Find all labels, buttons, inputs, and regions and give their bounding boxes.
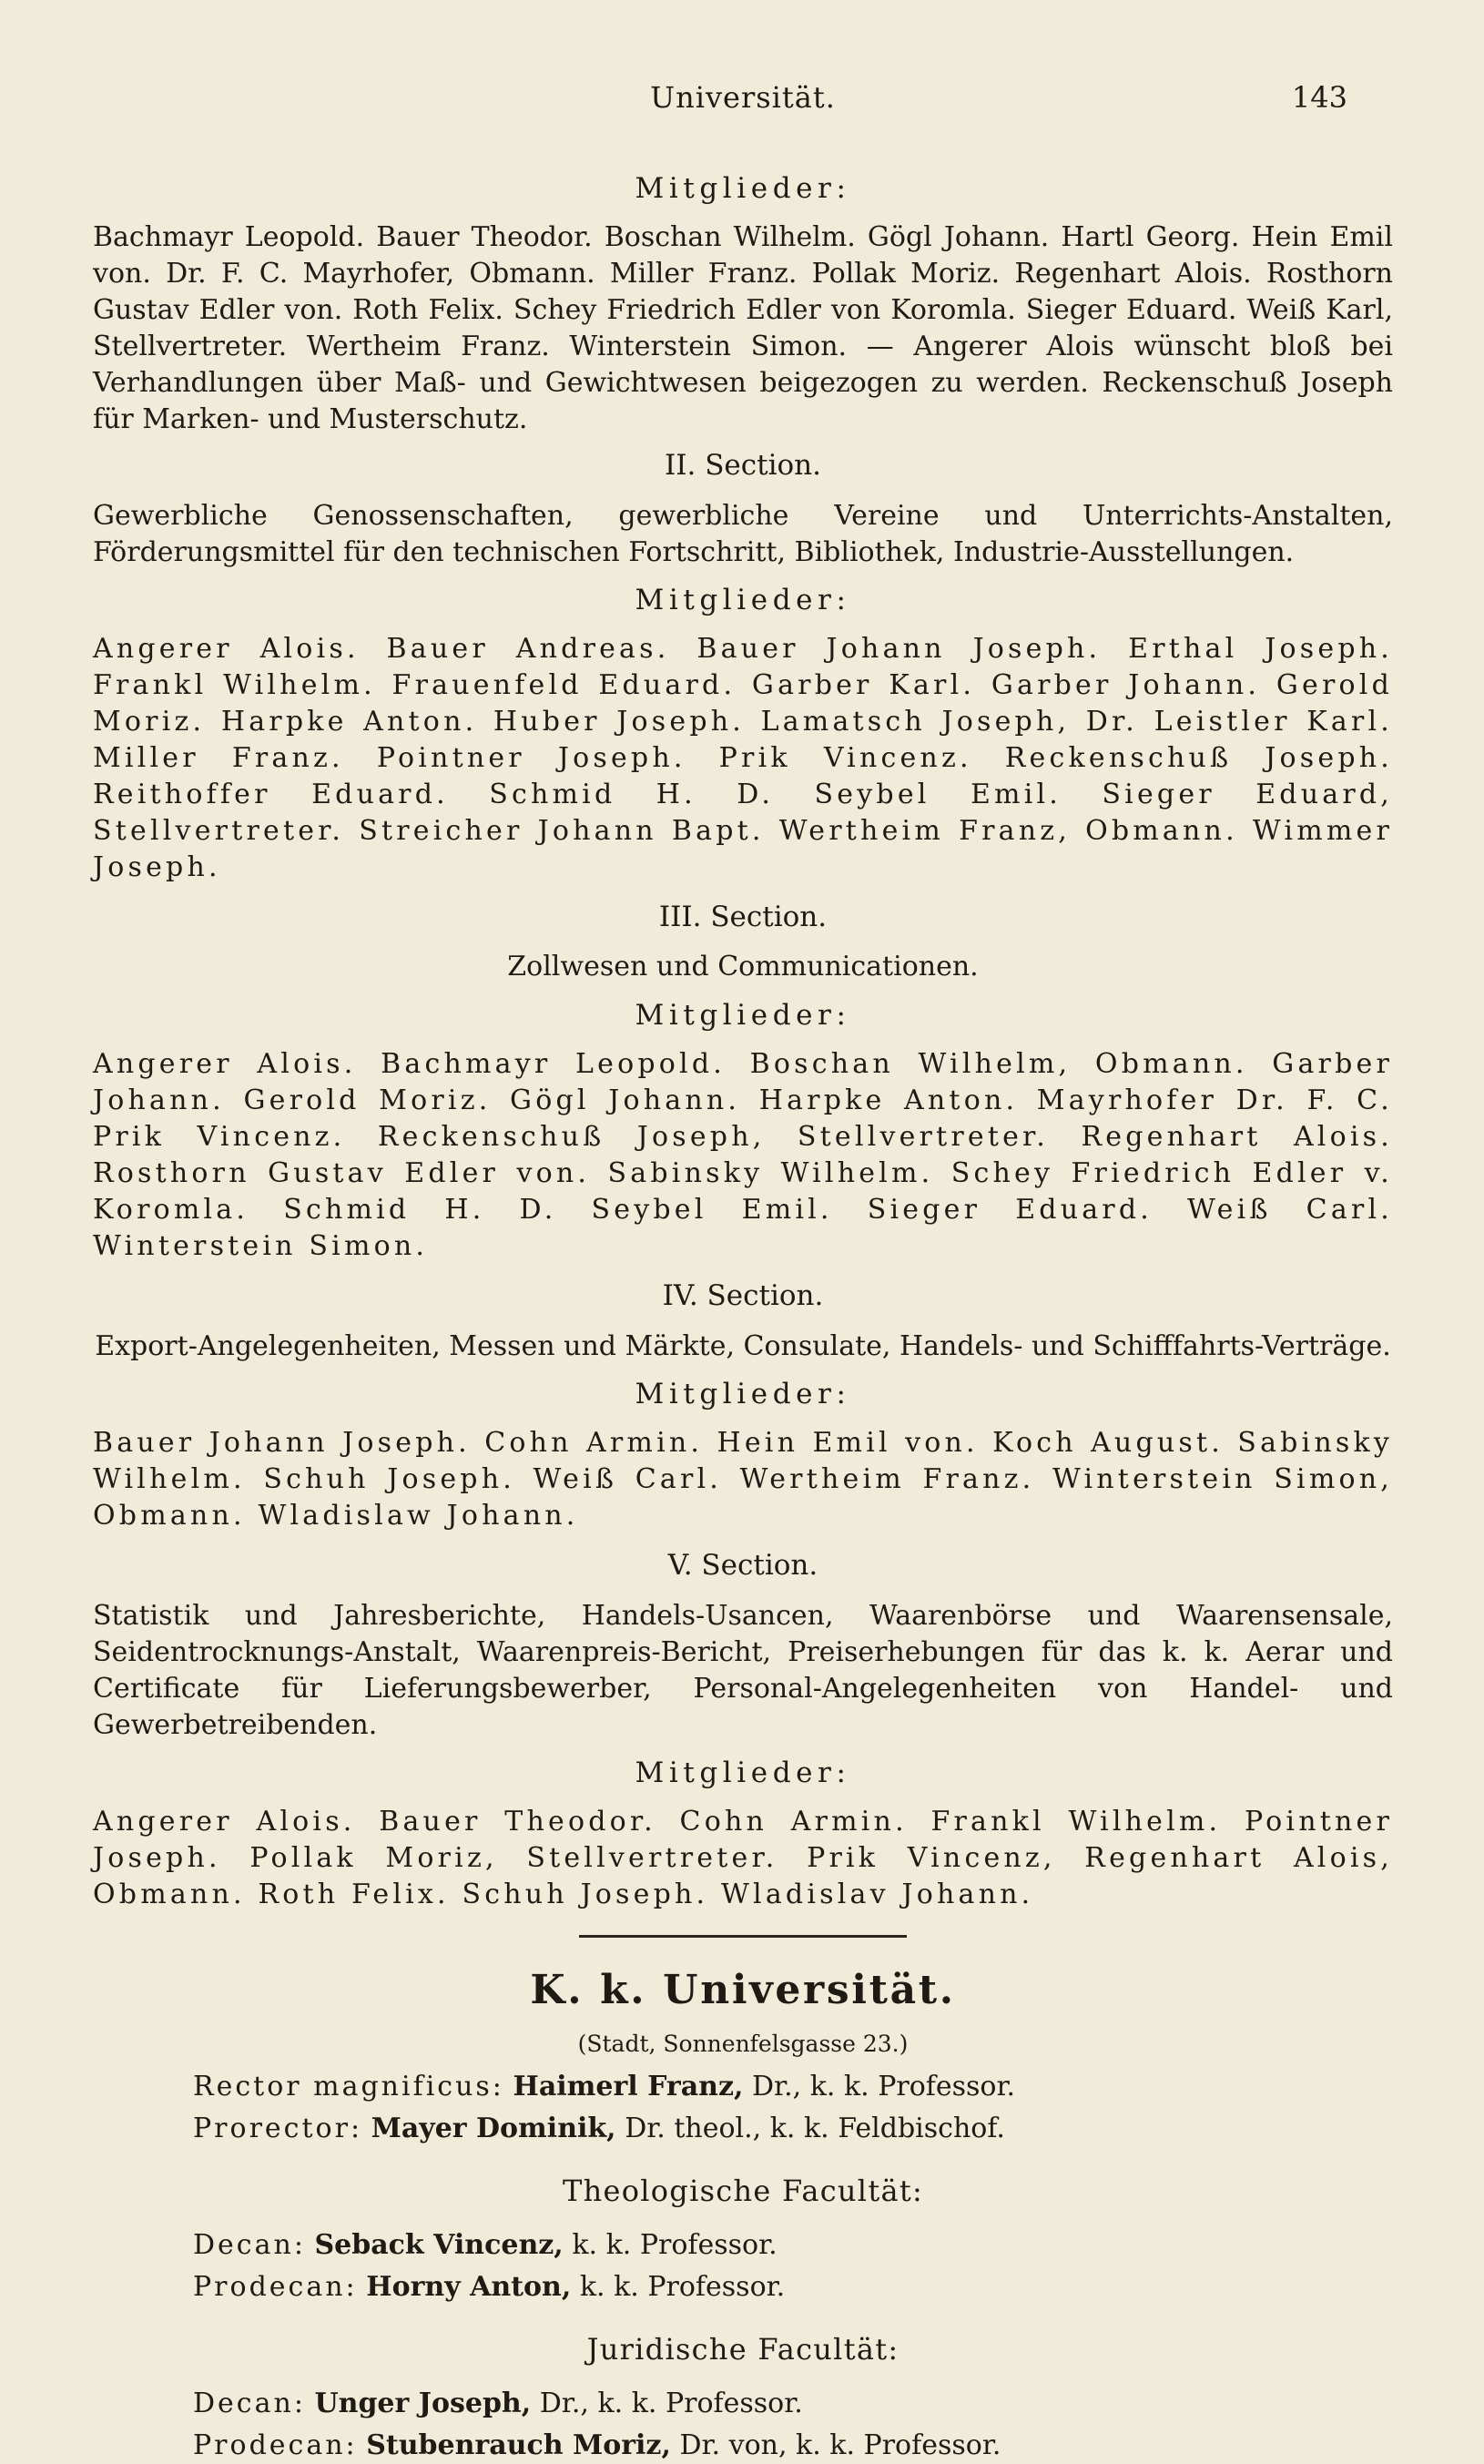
page-header bbox=[93, 80, 1393, 117]
members-heading: Mitglieder: bbox=[635, 999, 851, 1032]
members-heading: Mitglieder: bbox=[635, 172, 851, 205]
section-heading: IV. Section. bbox=[662, 1279, 824, 1312]
decan-line bbox=[93, 2227, 1393, 2264]
section-topic: Gewerbliche Genossenschaften, gewerbliche Vereine und Unterrichts-Anstalten, Förderungsmittel für den technischen Fortschritt, Bibliothek, Industrie-Ausstellungen. bbox=[93, 500, 1393, 568]
prorector-line bbox=[93, 2111, 1393, 2147]
prodecan-line bbox=[93, 2269, 1393, 2306]
members-heading: Mitglieder: bbox=[635, 584, 851, 616]
university-address: (Stadt, Sonnenfelsgasse 23.) bbox=[577, 2031, 909, 2057]
members-list: Angerer Alois. Bachmayr Leopold. Boschan Wilhelm, Obmann. Garber Johann. Gerold Moriz. Gögl Johann. Harpke Anton. Mayrhofer Dr. F. C. Prik Vincenz. Reckenschuß Joseph, Stellvertreter. Regenhart Alois. Rosthorn Gustav Edler von. Sabinsky Wilhelm. Schey Friedrich Edler v. Koromla. Schmid H. D. Seybel Emil. Sieger Eduard. Weiß Carl. Winterstein Simon. bbox=[93, 1048, 1393, 1262]
rector-title: Dr., k. k. Professor. bbox=[751, 2071, 1016, 2103]
university-title: K. k. Universität. bbox=[530, 1967, 956, 2013]
prodecan-label: Prodecan: bbox=[193, 2271, 358, 2303]
decan-title: Dr., k. k. Professor. bbox=[539, 2388, 803, 2419]
prodecan-line bbox=[93, 2428, 1393, 2464]
page-number: 143 bbox=[1291, 80, 1347, 115]
decan-line bbox=[93, 2386, 1393, 2422]
prodecan-title: Dr. von, k. k. Professor. bbox=[679, 2429, 1001, 2461]
section-divider bbox=[579, 1935, 907, 1938]
prorector-name: Mayer Dominik, bbox=[371, 2113, 616, 2144]
decan-name: Seback Vincenz, bbox=[314, 2229, 564, 2261]
section-topic: Export-Angelegenheiten, Messen und Märkte, Consulate, Handels- und Schifffahrts-Verträge. bbox=[95, 1330, 1391, 1362]
members-heading: Mitglieder: bbox=[635, 1756, 851, 1789]
members-heading: Mitglieder: bbox=[635, 1378, 851, 1410]
rector-label: Rector magnificus: bbox=[193, 2071, 504, 2103]
rector-line bbox=[93, 2069, 1393, 2105]
section-heading: V. Section. bbox=[667, 1549, 818, 1582]
decan-name: Unger Joseph, bbox=[314, 2388, 532, 2419]
prorector-label: Prorector: bbox=[193, 2113, 363, 2144]
running-head: Universität. bbox=[650, 80, 836, 115]
decan-label: Decan: bbox=[193, 2388, 306, 2419]
members-list: Angerer Alois. Bauer Andreas. Bauer Johann Joseph. Erthal Joseph. Frankl Wilhelm. Frauenfeld Eduard. Garber Karl. Garber Johann. Gerold Moriz. Harpke Anton. Huber Joseph. Lamatsch Joseph, Dr. Leistler Karl. Miller Franz. Pointner Joseph. Prik Vincenz. Reckenschuß Joseph. Reithoffer Eduard. Schmid H. D. Seybel Emil. Sieger Eduard, Stellvertreter. Streicher Johann Bapt. Wertheim Franz, Obmann. Wimmer Joseph. bbox=[93, 633, 1393, 883]
page-body bbox=[93, 159, 1393, 2464]
prodecan-name: Horny Anton, bbox=[366, 2271, 572, 2303]
decan-title: k. k. Professor. bbox=[572, 2229, 778, 2261]
section-heading: II. Section. bbox=[665, 449, 821, 482]
prorector-title: Dr. theol., k. k. Feldbischof. bbox=[625, 2113, 1005, 2144]
faculty-heading: Theologische Facultät: bbox=[562, 2174, 924, 2208]
members-list: Bachmayr Leopold. Bauer Theodor. Boschan Wilhelm. Gögl Johann. Hartl Georg. Hein Emil von. Dr. F. C. Mayrhofer, Obmann. Miller Franz. Pollak Moriz. Regenhart Alois. Rosthorn Gustav Edler von. Roth Felix. Schey Friedrich Edler von Koromla. Sieger Eduard. Weiß Karl, Stellvertreter. Wertheim Franz. Winterstein Simon. — Angerer Alois wünscht bloß bei Verhandlungen über Maß- und Gewichtwesen beigezogen zu werden. Reckenschuß Joseph für Marken- und Musterschutz. bbox=[93, 221, 1393, 435]
members-list: Bauer Johann Joseph. Cohn Armin. Hein Emil von. Koch August. Sabinsky Wilhelm. Schuh Joseph. Weiß Carl. Wertheim Franz. Winterstein Simon, Obmann. Wladislaw Johann. bbox=[93, 1427, 1393, 1532]
section-topic: Statistik und Jahresberichte, Handels-Usancen, Waarenbörse und Waarensensale, Seidentrocknungs-Anstalt, Waarenpreis-Bericht, Preiserhebungen für das k. k. Aerar und Certificate für Lieferungsbewerber, Personal-Angelegenheiten von Handel- und Gewerbetreibenden. bbox=[93, 1600, 1393, 1741]
prodecan-name: Stubenrauch Moriz, bbox=[366, 2429, 671, 2461]
decan-label: Decan: bbox=[193, 2229, 306, 2261]
members-list: Angerer Alois. Bauer Theodor. Cohn Armin. Frankl Wilhelm. Pointner Joseph. Pollak Moriz, Stellvertreter. Prik Vincenz, Regenhart Alois, Obmann. Roth Felix. Schuh Joseph. Wladislav Johann. bbox=[93, 1806, 1393, 1910]
prodecan-label: Prodecan: bbox=[193, 2429, 358, 2461]
rector-name: Haimerl Franz, bbox=[513, 2071, 744, 2103]
prodecan-title: k. k. Professor. bbox=[579, 2271, 786, 2303]
section-heading: III. Section. bbox=[658, 901, 828, 933]
faculty-heading: Juridische Facultät: bbox=[586, 2332, 900, 2367]
section-topic: Zollwesen und Communicationen. bbox=[507, 951, 979, 983]
